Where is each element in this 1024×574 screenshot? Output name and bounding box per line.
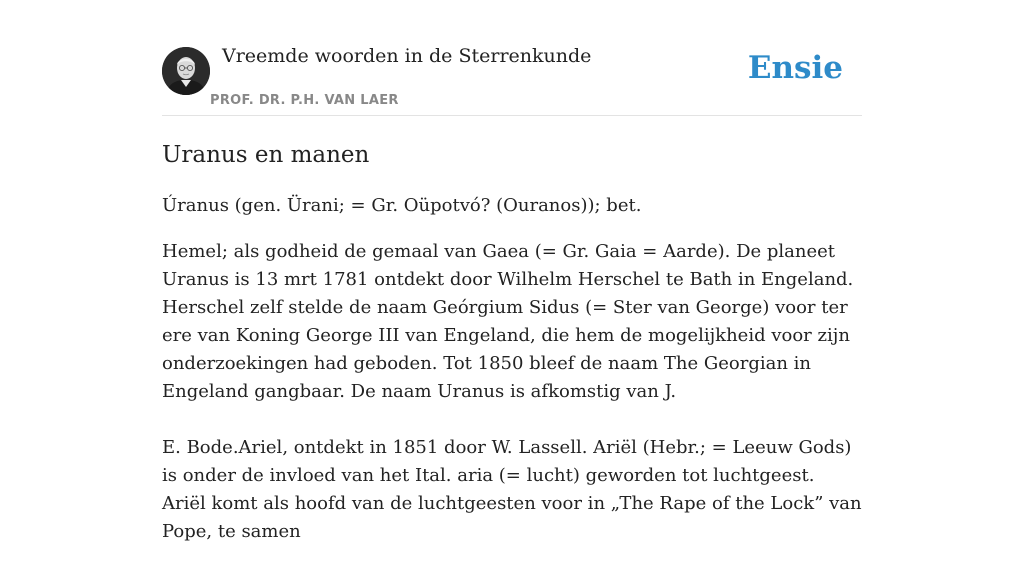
- page: [162, 0, 862, 574]
- author-portrait-icon: [162, 47, 210, 95]
- entry-title: Uranus en manen: [162, 142, 370, 168]
- author-name[interactable]: PROF. DR. P.H. VAN LAER: [210, 93, 399, 108]
- book-title[interactable]: Vreemde woorden in de Sterrenkunde: [222, 45, 592, 67]
- entry-paragraph: Hemel; als godheid de gemaal van Gaea (= Gr. Gaia = Aarde). De planeet Uranus is 13 mrt 1781 ontdekt door Wilhelm Herschel te Bath in Engeland. Herschel zelf stelde de naam Geórgium Sidus (= Ster van George) voor ter ere van Koning George III van Engeland, die hem de mogelijkheid voor zijn onderzoekingen had geboden. Tot 1850 bleef de naam The Georgian in Engeland gangbaar. De naam Uranus is afkomstig van J.: [162, 241, 854, 402]
- entry-body: [162, 238, 862, 546]
- header: [162, 0, 862, 116]
- ensie-logo-link[interactable]: Ensie: [747, 50, 843, 86]
- entry-paragraph: E. Bode.Ariel, ontdekt in 1851 door W. Lassell. Ariël (Hebr.; = Leeuw Gods) is onder de invloed van het Ital. aria (= lucht) geworden tot luchtgeest. Ariël komt als hoofd van de luchtgeesten voor in „The Rape of the Lock” van Pope, te samen: [162, 437, 862, 542]
- author-avatar[interactable]: [162, 47, 210, 95]
- entry-lead: Úranus (gen. Ürani; = Gr. Oüpotvó? (Ouranos)); bet.: [162, 195, 642, 216]
